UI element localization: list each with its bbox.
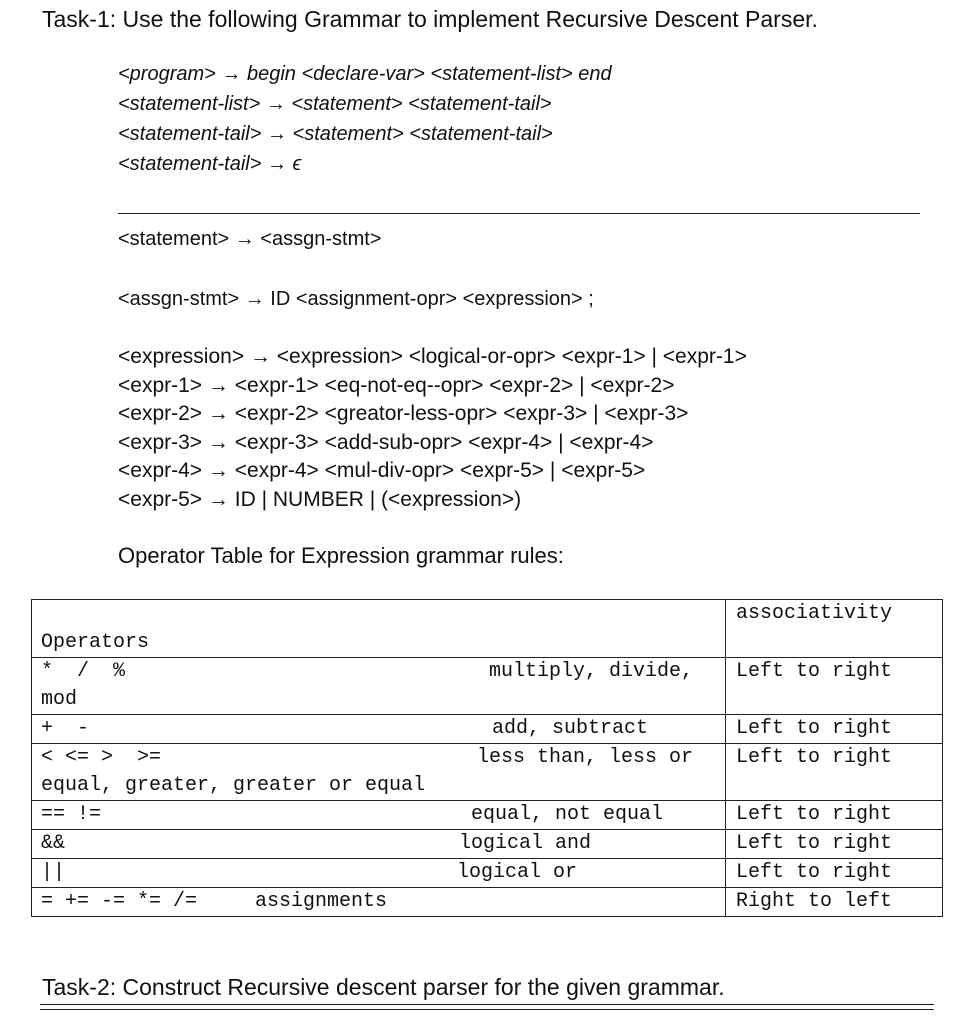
rule-lhs: <assgn-stmt> [118, 288, 240, 310]
rule-rhs: <assgn-stmt> [260, 228, 382, 250]
grammar-rule-statement [118, 228, 381, 251]
rule-lhs: <statement-tail> [118, 123, 262, 145]
rule-rhs: <expr-2> <greator-less-opr> <expr-3> | <expr-3> [234, 402, 689, 425]
associativity-cell: Left to right [726, 715, 943, 744]
grammar-rule-expr-1 [118, 374, 674, 398]
operator-table [31, 599, 943, 917]
operator-description: add, subtract [491, 717, 648, 740]
operator-cell [32, 658, 726, 715]
rule-rhs: <expression> <logical-or-opr> <expr-1> | <expr-1> [276, 345, 747, 368]
operator-description-cont: equal, greater, greater or equal [41, 774, 426, 797]
operator-cell [32, 830, 726, 859]
table-caption: Operator Table for Expression grammar rules: [118, 543, 564, 568]
arrow-icon: → [266, 153, 287, 175]
rule-rhs: ID | NUMBER | (<expression>) [234, 488, 522, 511]
grammar-rule-expr-3 [118, 431, 653, 455]
table-row [32, 658, 943, 715]
arrow-icon: → [207, 374, 229, 397]
table-row [32, 888, 943, 917]
operator-symbols: * / % [41, 660, 126, 683]
rule-rhs: <expr-3> <add-sub-opr> <expr-4> | <expr-4> [234, 431, 654, 454]
operator-description: less than, less or [476, 746, 693, 769]
table-row [32, 744, 943, 801]
rule-lhs: <statement> [118, 228, 230, 250]
grammar-rule-expr-4 [118, 459, 645, 483]
header-associativity: associativity [726, 600, 943, 658]
table-row [32, 801, 943, 830]
grammar-rule-statement-tail [118, 123, 553, 146]
arrow-icon: → [207, 459, 229, 482]
operator-cell [32, 715, 726, 744]
operator-cell [32, 801, 726, 830]
associativity-cell: Left to right [726, 658, 943, 715]
operator-description: multiply, divide, [488, 660, 693, 683]
rule-lhs: <expr-1> [118, 374, 203, 397]
arrow-icon: → [266, 123, 287, 145]
rule-lhs: <program> [118, 63, 216, 85]
operator-symbols: && [41, 832, 66, 855]
grammar-rule-assgn-stmt [118, 288, 594, 311]
arrow-icon: → [221, 63, 242, 85]
rule-lhs: <expr-3> [118, 431, 203, 454]
grammar-rule-program [118, 63, 612, 86]
arrow-icon: → [244, 288, 265, 310]
rule-lhs: <expr-2> [118, 402, 203, 425]
associativity-cell: Left to right [726, 744, 943, 801]
operator-description: equal, not equal [470, 803, 663, 826]
arrow-icon: → [265, 93, 286, 115]
arrow-icon: → [207, 402, 229, 425]
associativity-cell: Left to right [726, 830, 943, 859]
operator-symbols: + - [41, 717, 90, 740]
arrow-icon: → [234, 228, 255, 250]
operator-description: logical and [458, 832, 591, 855]
rule-lhs: <expr-4> [118, 459, 203, 482]
rule-rhs: <statement> <statement-tail> [291, 93, 552, 115]
rule-lhs: <expr-5> [118, 488, 203, 511]
grammar-rule-expr-5 [118, 488, 521, 512]
associativity-cell: Left to right [726, 801, 943, 830]
arrow-icon: → [207, 488, 229, 511]
task1-heading: Task-1: Use the following Grammar to implement Recursive Descent Parser. [42, 6, 818, 32]
grammar-rule-statement-tail-empty [118, 153, 301, 176]
rule-lhs: <expression> [118, 345, 245, 368]
operator-symbols: = += -= *= /= [41, 890, 198, 913]
arrow-icon: → [207, 431, 229, 454]
associativity-cell: Right to left [726, 888, 943, 917]
divider [118, 213, 920, 214]
operator-symbols: == != [41, 803, 102, 826]
operator-cell [32, 888, 726, 917]
table-row [32, 859, 943, 888]
operator-cell [32, 744, 726, 801]
operator-cell [32, 859, 726, 888]
operator-symbols: || [41, 861, 66, 884]
header-operators: Operators [32, 600, 726, 658]
rule-rhs: ID <assignment-opr> <expression> ; [270, 288, 594, 310]
operator-description-cont: mod [41, 688, 78, 711]
task2-heading: Task-2: Construct Recursive descent parser for the given grammar. [42, 974, 725, 1000]
heading-underline [40, 1004, 934, 1005]
rule-lhs: <statement-tail> [118, 153, 262, 175]
operator-symbols: < <= > >= [41, 746, 162, 769]
rule-rhs: begin <declare-var> <statement-list> end [246, 63, 612, 85]
table-header-row [32, 600, 943, 658]
heading-underline [40, 1009, 934, 1010]
rule-rhs: <statement> <statement-tail> [292, 123, 553, 145]
rule-lhs: <statement-list> [118, 93, 261, 115]
operator-description: assignments [255, 890, 388, 913]
operator-description: logical or [456, 861, 577, 884]
grammar-rule-expr-2 [118, 402, 688, 426]
table-row [32, 830, 943, 859]
rule-rhs: ϵ [292, 153, 302, 175]
grammar-rule-expression [118, 345, 747, 369]
table-row [32, 715, 943, 744]
arrow-icon: → [249, 345, 271, 368]
rule-rhs: <expr-4> <mul-div-opr> <expr-5> | <expr-5> [234, 459, 646, 482]
associativity-cell: Left to right [726, 859, 943, 888]
rule-rhs: <expr-1> <eq-not-eq--opr> <expr-2> | <expr-2> [234, 374, 675, 397]
grammar-rule-statement-list [118, 93, 552, 116]
